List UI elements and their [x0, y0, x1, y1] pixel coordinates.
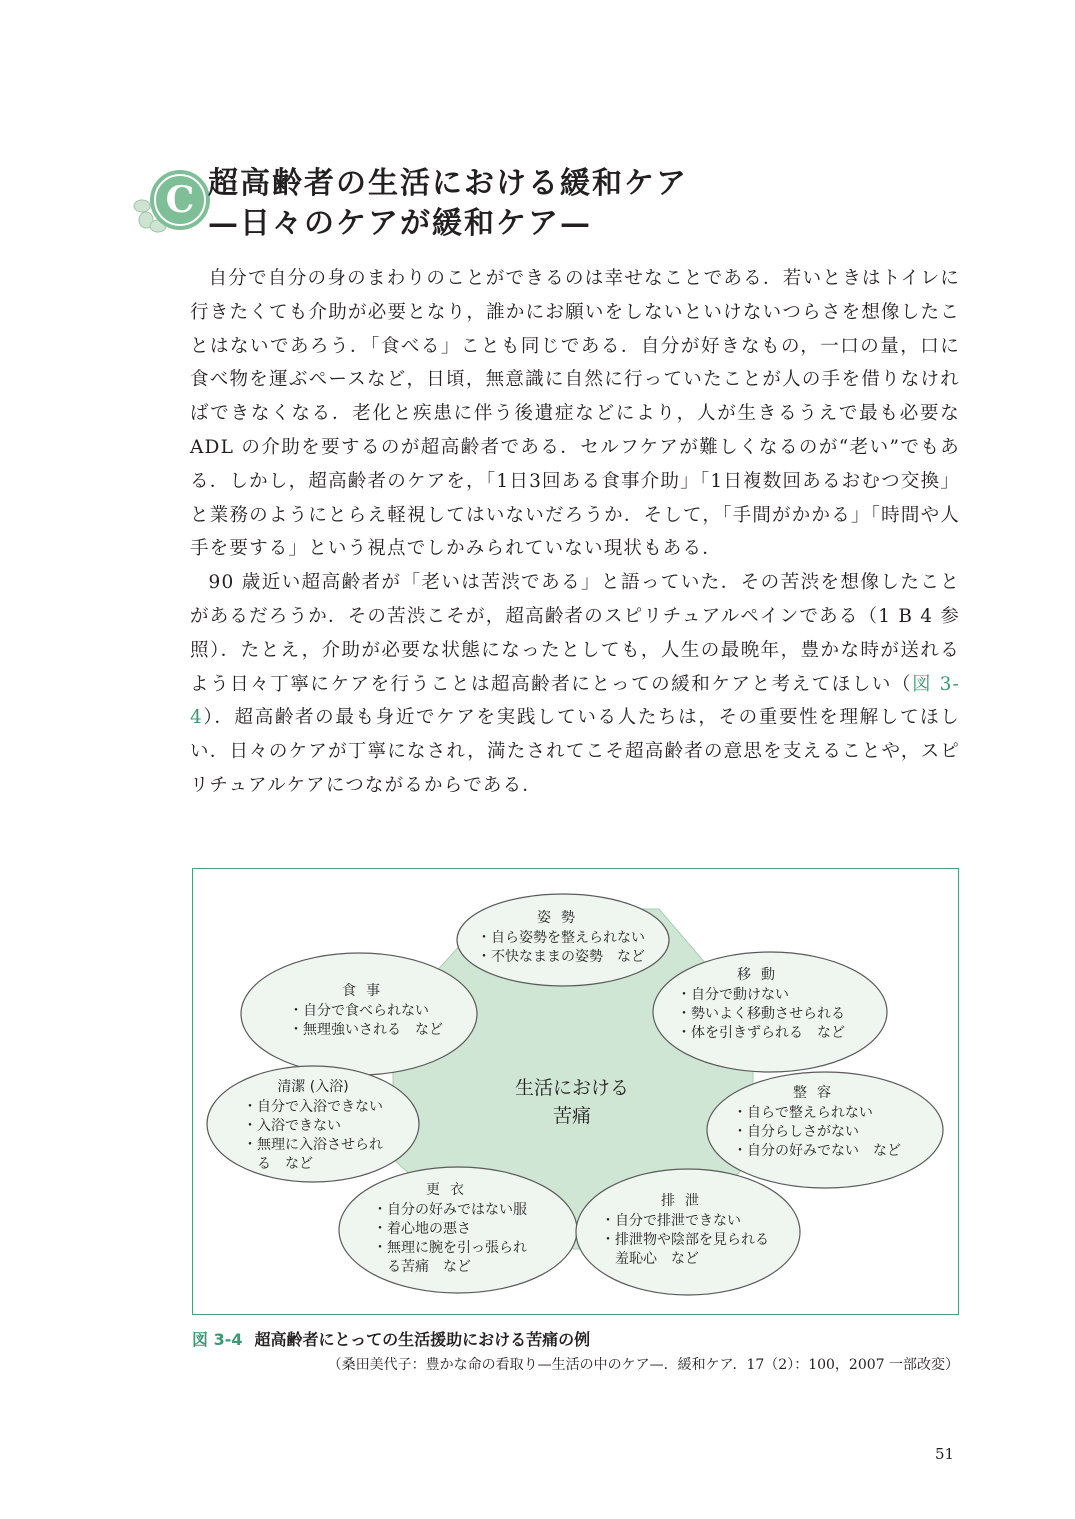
figure-3-4	[192, 868, 959, 1315]
bubble-item: ・入浴できない	[243, 1118, 341, 1134]
bubble-seiyou	[733, 1084, 901, 1161]
bubble-item: ・無理に腕を引っ張られ	[373, 1240, 527, 1256]
bubble-item: ・排泄物や陰部を見られる	[601, 1232, 769, 1248]
bubble-item: ・自分で排泄できない	[601, 1213, 741, 1229]
bubble-title: 排泄	[661, 1193, 709, 1209]
paragraph-1: 自分で自分の身のまわりのことができるのは幸せなことである．若いときはトイレに行きたくても介助が必要となり，誰かにお願いをしないといけないつらさを想像したことはないであろう．「食べる」ことも同じである．自分が好きなもの，一口の量，口に食べ物を運ぶペースなど，日頃，無意識に自然に行っていたことが人の手を借りなければできなくなる．老化と疾患に伴う後遺症などにより，人が生きるうえで最も必要な ADL の介助を要するのが超高齢者である．セルフケアが難しくなるのが“老い”でもある．しかし，超高齢者のケアを，「1日3回ある食事介助」「1日複数回あるおむつ交換」と業務のようにとらえ軽視してはいないだろうか．そして，「手間がかかる」「時間や人手を要する」という視点でしかみられていない現状もある．	[190, 268, 960, 560]
bubble-item: ・自らで整えられない	[733, 1105, 873, 1121]
bubble-title: 清潔 (入浴)	[277, 1079, 349, 1095]
center-label	[487, 1074, 657, 1130]
bubble-ido	[677, 966, 845, 1043]
bubble-item: ・勢いよく移動させられる	[677, 1006, 845, 1022]
paragraph-2	[190, 566, 960, 803]
bubble-item: ・自分の好みではない服	[373, 1202, 527, 1218]
bubble-item: ・自ら姿勢を整えられない	[477, 930, 645, 946]
bubble-item: ・不快なままの姿勢 など	[477, 949, 645, 965]
figure-caption-text: 超高齢者にとっての生活援助における苦痛の例	[254, 1330, 591, 1349]
page-number: 51	[935, 1445, 955, 1463]
bubble-item: ・体を引きずられる など	[677, 1025, 845, 1041]
bubble-item: る苦痛 など	[373, 1259, 471, 1275]
section-heading	[108, 150, 1008, 260]
section-subtitle: —日々のケアが緩和ケア—	[208, 206, 592, 241]
bubble-title: 姿勢	[537, 910, 585, 926]
paragraph-2-part-b: ）．超高齢者の最も身近でケアを実践している人たちは，その重要性を理解してほしい．日々のケアが丁寧になされ，満たされてこそ超高齢者の意思を支えることや，スピリチュアルケアにつながるからである．	[190, 707, 960, 796]
bubble-title: 食事	[342, 983, 390, 999]
bubble-item: ・着心地の悪さ	[373, 1221, 471, 1237]
bubble-item: ・自分らしさがない	[733, 1124, 859, 1140]
bubble-koui	[373, 1181, 527, 1277]
bubble-item: ・自分で動けない	[677, 987, 789, 1003]
bubble-seiketsu	[243, 1078, 383, 1174]
section-badge-icon	[132, 162, 216, 246]
bubble-item: ・自分で入浴できない	[243, 1099, 383, 1115]
badge-letter: C	[165, 179, 195, 221]
bubble-shokuji	[289, 982, 443, 1040]
bubble-item: る など	[243, 1156, 313, 1172]
bubble-item: ・無理強いされる など	[289, 1022, 443, 1038]
bubble-item: ・自分で食べられない	[289, 1003, 429, 1019]
body-text	[190, 262, 960, 803]
center-label-line-1: 生活における	[514, 1077, 629, 1099]
bubble-item: ・自分の好みでない など	[733, 1143, 901, 1159]
bubble-shisei	[477, 909, 645, 967]
bubble-title: 更衣	[426, 1182, 474, 1198]
bubble-title: 移動	[737, 967, 785, 983]
bubble-item: ・無理に入浴させられ	[243, 1137, 383, 1153]
section-title: 超高齢者の生活における緩和ケア	[208, 166, 688, 201]
figure-caption	[192, 1327, 590, 1350]
figure-caption-number: 図 3-4	[192, 1330, 243, 1349]
figure-source: （桑田美代子：豊かな命の看取り—生活の中のケア—．緩和ケア．17（2）：100，2007 一部改変）	[327, 1357, 959, 1373]
center-label-line-2: 苦痛	[552, 1105, 591, 1127]
paragraph-2-part-a: 90 歳近い超高齢者が「老いは苦渋である」と語っていた．その苦渋を想像したことがあるだろうか．その苦渋こそが，超高齢者のスピリチュアルペインである（1 B 4 参照）．たとえ，介助が必要な状態になったとしても，人生の最晩年，豊かな時が送れるよう日々丁寧にケアを行うことは超高齢者にとっての緩和ケアと考えてほしい（	[190, 572, 960, 695]
bubble-item: 羞恥心 など	[601, 1251, 699, 1267]
bubble-haisetsu	[601, 1192, 769, 1269]
figure-reference-link[interactable]: 図 3-4	[190, 673, 960, 729]
bubble-title: 整容	[793, 1085, 841, 1101]
